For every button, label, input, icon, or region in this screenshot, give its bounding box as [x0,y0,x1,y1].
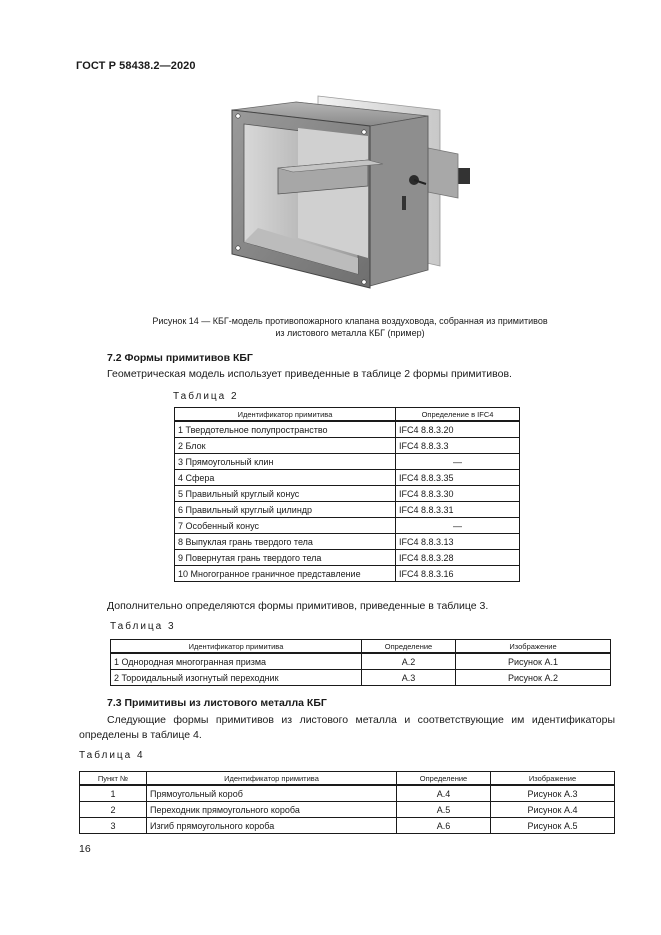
document-header: ГОСТ Р 58438.2—2020 [76,60,196,72]
table-row [175,486,520,502]
table-cell: А.4 [397,785,491,802]
table-row [175,438,520,454]
table-row [175,550,520,566]
table-header-row [175,408,520,422]
page-number: 16 [79,843,91,855]
figure-caption-line-1: Рисунок 14 — КБГ-модель противопожарного клапана воздуховода, собранная из примитивов [152,316,548,326]
table-4 [79,771,615,834]
table-4-label: Таблица 4 [79,750,145,761]
table-cell: IFC4 8.8.3.30 [396,486,520,502]
table-header-cell: Изображение [491,772,615,786]
table-header-cell: Пункт № [80,772,147,786]
table-header-cell: Изображение [456,640,611,654]
table-cell: А.3 [362,670,456,686]
table-row [175,566,520,582]
table-cell: IFC4 8.8.3.13 [396,534,520,550]
table-cell: IFC4 8.8.3.16 [396,566,520,582]
table-cell: 9 Повернутая грань твердого тела [175,550,396,566]
table-cell: IFC4 8.8.3.20 [396,421,520,438]
table-row [80,785,615,802]
table-row [175,421,520,438]
table-row [111,670,611,686]
table-cell: Рисунок А.4 [491,802,615,818]
table-cell: — [396,454,520,470]
table-cell: 1 Твердотельное полупространство [175,421,396,438]
table-row [175,518,520,534]
table-header-cell: Идентификатор примитива [147,772,397,786]
fire-damper-illustration [218,88,480,303]
table-cell: 2 Блок [175,438,396,454]
table-cell: 2 Тороидальный изогнутый переходник [111,670,362,686]
after-table-2-text: Дополнительно определяются формы примитивов, приведенные в таблице 3. [107,600,489,612]
table-cell: 8 Выпуклая грань твердого тела [175,534,396,550]
table-row [175,502,520,518]
table-row [80,802,615,818]
table-3 [110,639,611,686]
table-cell: IFC4 8.8.3.3 [396,438,520,454]
table-cell: А.5 [397,802,491,818]
table-cell: 2 [80,802,147,818]
table-row [175,454,520,470]
table-cell: 6 Правильный круглый цилиндр [175,502,396,518]
table-2 [174,407,520,582]
table-cell: 3 Прямоугольный клин [175,454,396,470]
section-7-3-title: 7.3 Примитивы из листового металла КБГ [107,697,327,709]
table-header-cell: Определение в IFC4 [396,408,520,422]
table-header-cell: Идентификатор примитива [175,408,396,422]
table-header-row [80,772,615,786]
section-7-2-intro: Геометрическая модель использует приведенные в таблице 2 формы примитивов. [107,368,512,380]
table-cell: Изгиб прямоугольного короба [147,818,397,834]
figure-caption [100,315,600,339]
table-header-cell: Идентификатор примитива [111,640,362,654]
table-cell: Рисунок А.2 [456,670,611,686]
table-cell: 1 Однородная многогранная призма [111,653,362,670]
table-cell: 10 Многогранное граничное представление [175,566,396,582]
table-row [175,534,520,550]
table-cell: А.2 [362,653,456,670]
table-cell: 3 [80,818,147,834]
table-cell: 1 [80,785,147,802]
table-3-label: Таблица 3 [110,621,176,632]
table-row [175,470,520,486]
table-cell: Рисунок А.5 [491,818,615,834]
table-header-cell: Определение [397,772,491,786]
table-cell: IFC4 8.8.3.28 [396,550,520,566]
table-row [111,653,611,670]
section-7-3-intro: Следующие формы примитивов из листового металла и соответствующие им идентификаторы определены в таблице 4. [79,714,615,741]
table-cell: Рисунок А.3 [491,785,615,802]
section-7-2-title: 7.2 Формы примитивов КБГ [107,352,253,364]
table-cell: А.6 [397,818,491,834]
table-cell: Переходник прямоугольного короба [147,802,397,818]
table-cell: — [396,518,520,534]
table-cell: IFC4 8.8.3.31 [396,502,520,518]
table-2-label: Таблица 2 [173,391,239,402]
table-header-cell: Определение [362,640,456,654]
table-header-row [111,640,611,654]
figure-caption-line-2: из листового металла КБГ (пример) [275,328,425,338]
table-cell: 4 Сфера [175,470,396,486]
table-row [80,818,615,834]
table-cell: IFC4 8.8.3.35 [396,470,520,486]
table-cell: 7 Особенный конус [175,518,396,534]
table-cell: 5 Правильный круглый конус [175,486,396,502]
table-cell: Прямоугольный короб [147,785,397,802]
table-cell: Рисунок А.1 [456,653,611,670]
